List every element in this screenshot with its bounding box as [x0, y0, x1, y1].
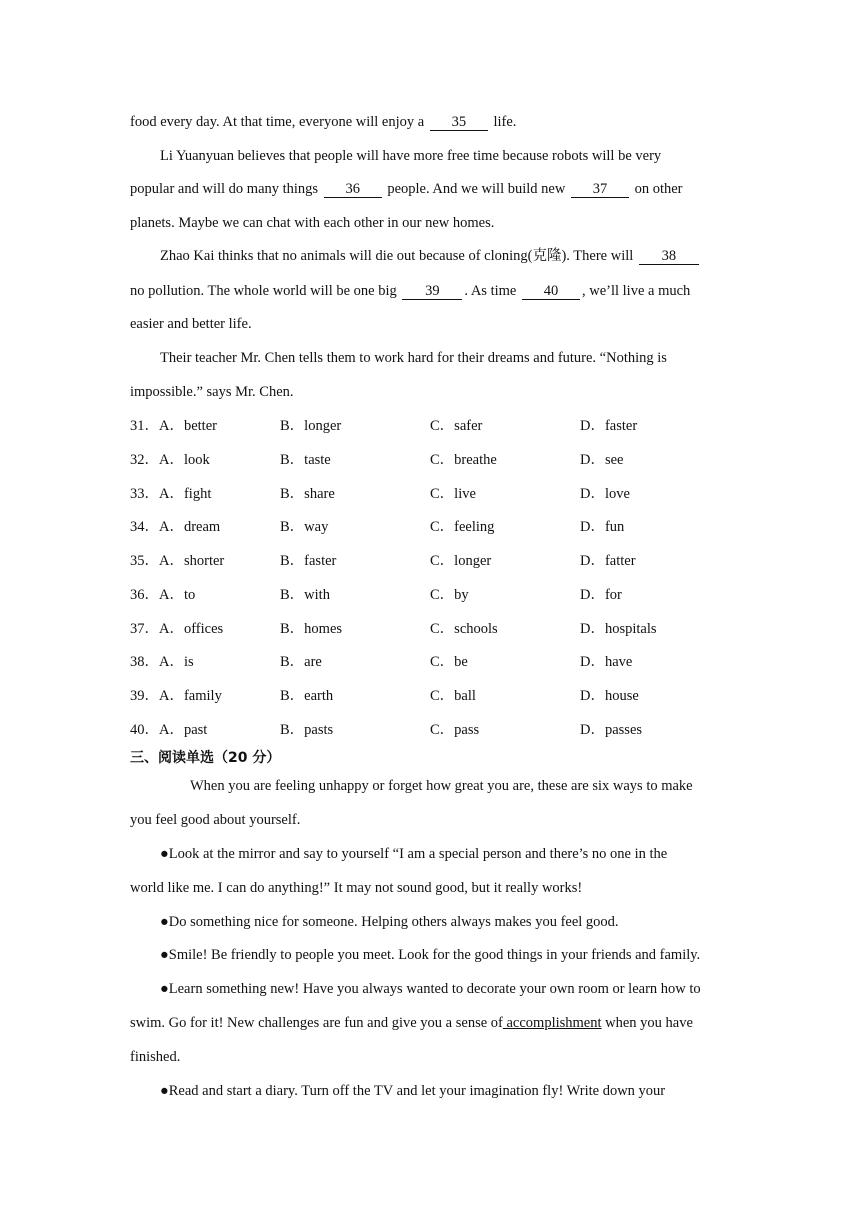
text: no pollution. The whole world will be one big: [130, 283, 401, 299]
question-number: 38．: [130, 654, 159, 670]
underlined-word: accomplishment: [502, 1015, 602, 1031]
option-c: C．live: [430, 486, 476, 502]
question-32: [130, 450, 210, 470]
option-a: A．offices: [159, 621, 224, 637]
question-31: [130, 416, 217, 436]
blank-36: 36: [324, 181, 382, 198]
option-b: B．pasts: [280, 722, 334, 738]
option-a: A．to: [159, 587, 196, 603]
option-b: B．longer: [280, 418, 342, 434]
passage-line: Li Yuanyuan believes that people will have more free time because robots will be very: [160, 148, 662, 164]
blank-40: 40: [522, 283, 580, 300]
option-d: D．fun: [580, 519, 625, 535]
option-c: C．safer: [430, 418, 483, 434]
question-number: 36．: [130, 587, 159, 603]
blank-35: 35: [430, 114, 488, 131]
question-number: 35．: [130, 553, 159, 569]
question-38: [130, 652, 194, 672]
option-b: B．share: [280, 486, 335, 502]
passage-line: ●Learn something new! Have you always wanted to decorate your own room or learn how to: [160, 981, 701, 997]
question-36: [130, 585, 195, 605]
question-39: [130, 686, 222, 706]
passage-line: When you are feeling unhappy or forget how great you are, these are six ways to make: [190, 778, 693, 794]
option-c: C．feeling: [430, 519, 495, 535]
option-d: D．see: [580, 452, 624, 468]
passage-line: [130, 179, 683, 199]
blank-38: 38: [639, 248, 699, 265]
passage-line: ●Smile! Be friendly to people you meet. Look for the good things in your friends and family.: [160, 947, 701, 963]
passage-line: [130, 1013, 693, 1033]
option-c: C．schools: [430, 621, 498, 637]
blank-37: 37: [571, 181, 629, 198]
option-d: D．fatter: [580, 553, 636, 569]
passage-line: finished.: [130, 1049, 181, 1065]
passage-line: Their teacher Mr. Chen tells them to work hard for their dreams and future. “Nothing is: [160, 350, 667, 366]
passage-line: ●Do something nice for someone. Helping others always makes you feel good.: [160, 914, 619, 930]
passage-line: you feel good about yourself.: [130, 812, 301, 828]
text: swim. Go for it! New challenges are fun and give you a sense of: [130, 1015, 503, 1031]
option-b: B．with: [280, 587, 330, 603]
text: popular and will do many things: [130, 181, 322, 197]
option-c: C．ball: [430, 688, 476, 704]
question-33: [130, 484, 211, 504]
option-d: D．love: [580, 486, 630, 502]
option-a: A．family: [159, 688, 222, 704]
option-d: D．house: [580, 688, 639, 704]
text: people. And we will build new: [383, 181, 569, 197]
option-b: B．taste: [280, 452, 331, 468]
text: , we’ll live a much: [581, 283, 691, 299]
option-b: B．earth: [280, 688, 334, 704]
passage-line: easier and better life.: [130, 316, 252, 332]
option-d: D．for: [580, 587, 622, 603]
question-number: 33．: [130, 486, 159, 502]
option-a: A．shorter: [159, 553, 225, 569]
passage-line: [130, 281, 690, 301]
option-a: A．fight: [159, 486, 212, 502]
passage-line: [160, 246, 701, 266]
option-a: A．past: [159, 722, 208, 738]
option-b: B．way: [280, 519, 329, 535]
question-35: [130, 551, 224, 571]
option-a: A．dream: [159, 519, 221, 535]
option-a: A．better: [159, 418, 217, 434]
option-c: C．pass: [430, 722, 480, 738]
passage-line: planets. Maybe we can chat with each other in our new homes.: [130, 215, 495, 231]
blank-39: 39: [402, 283, 462, 300]
question-40: [130, 720, 207, 740]
option-a: A．is: [159, 654, 194, 670]
passage-line: ●Read and start a diary. Turn off the TV and let your imagination fly! Write down your: [160, 1083, 666, 1099]
passage-line: world like me. I can do anything!” It may not sound good, but it really works!: [130, 880, 583, 896]
text: food every day. At that time, everyone will enjoy a: [130, 114, 428, 130]
option-c: C．breathe: [430, 452, 497, 468]
question-37: [130, 619, 223, 639]
option-d: D．passes: [580, 722, 643, 738]
option-d: D．have: [580, 654, 633, 670]
question-number: 37．: [130, 621, 159, 637]
question-number: 34．: [130, 519, 159, 535]
question-number: 40．: [130, 722, 159, 738]
option-d: D．hospitals: [580, 621, 657, 637]
option-a: A．look: [159, 452, 210, 468]
text: life.: [489, 114, 517, 130]
section-heading: 三、阅读单选（20 分）: [130, 750, 281, 766]
passage-line: impossible.” says Mr. Chen.: [130, 384, 294, 400]
text: Zhao Kai thinks that no animals will die out because of cloning(克隆). There will: [160, 248, 637, 264]
option-b: B．are: [280, 654, 322, 670]
option-c: C．by: [430, 587, 469, 603]
text: on other: [630, 181, 683, 197]
option-c: C．be: [430, 654, 468, 670]
passage-line: ●Look at the mirror and say to yourself “I am a special person and there’s no one in the: [160, 846, 668, 862]
text: when you have: [601, 1015, 693, 1031]
option-b: B．faster: [280, 553, 337, 569]
question-number: 39．: [130, 688, 159, 704]
question-number: 31．: [130, 418, 159, 434]
passage-line: [130, 112, 516, 132]
option-b: B．homes: [280, 621, 343, 637]
question-34: [130, 517, 220, 537]
option-c: C．longer: [430, 553, 492, 569]
option-d: D．faster: [580, 418, 638, 434]
text: . As time: [464, 283, 520, 299]
question-number: 32．: [130, 452, 159, 468]
